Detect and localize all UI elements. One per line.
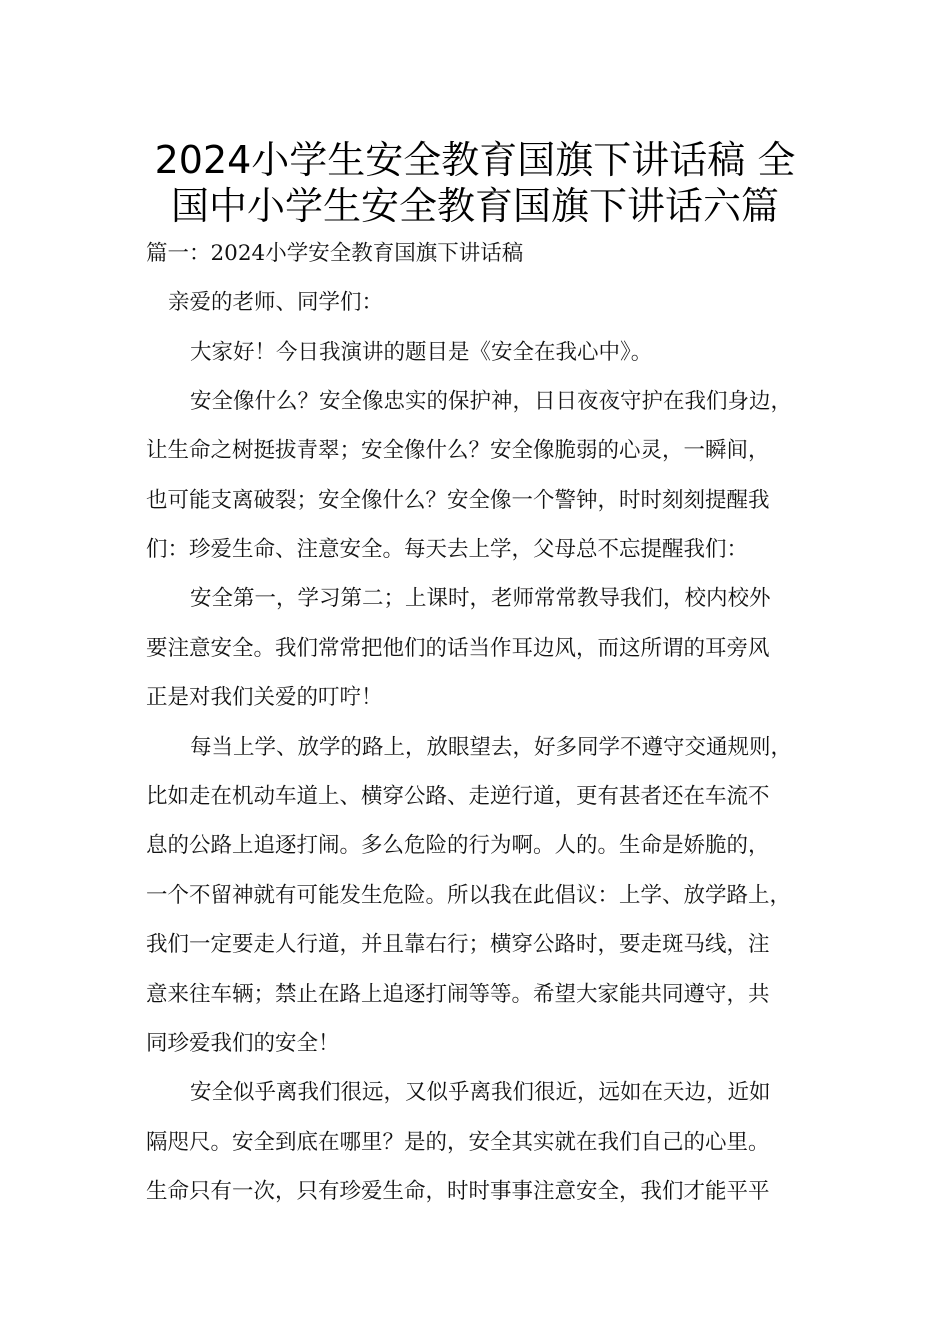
text-line: 要注意安全。我们常常把他们的话当作耳边风，而这所谓的耳旁风 [146, 636, 770, 661]
document-title-line-1: 2024小学生安全教育国旗下讲话稿 全 [154, 138, 796, 182]
text-line: 大家好！今日我演讲的题目是《安全在我心中》。 [190, 340, 653, 365]
document-title-line-2: 国中小学生安全教育国旗下讲话六篇 [170, 184, 779, 228]
text-line: 我们一定要走人行道，并且靠右行；横穿公路时，要走斑马线，注 [146, 932, 770, 957]
text-line: 正是对我们关爱的叮咛！ [146, 685, 383, 710]
text-line: 每当上学、放学的路上，放眼望去，好多同学不遵守交通规则， [190, 735, 793, 760]
salutation: 亲爱的老师、同学们： [168, 290, 384, 315]
text-line: 安全第一，学习第二；上课时，老师常常教导我们，校内校外 [190, 586, 771, 611]
text-line: 安全似乎离我们很远，又似乎离我们很近，远如在天边，近如 [190, 1080, 771, 1105]
text-line: 隔咫尺。安全到底在哪里？是的，安全其实就在我们自己的心里。 [146, 1130, 770, 1155]
text-line: 意来往车辆；禁止在路上追逐打闹等等。希望大家能共同遵守，共 [146, 982, 770, 1007]
text-line: 一个不留神就有可能发生危险。所以我在此倡议：上学、放学路上， [146, 883, 792, 908]
text-line: 息的公路上追逐打闹。多么危险的行为啊。人的。生命是娇脆的， [146, 833, 770, 858]
text-line: 们：珍爱生命、注意安全。每天去上学，父母总不忘提醒我们： [146, 537, 749, 562]
text-line: 同珍爱我们的安全！ [146, 1031, 340, 1056]
section-heading: 篇一：2024小学安全教育国旗下讲话稿 [146, 241, 524, 266]
text-line: 让生命之树挺拔青翠；安全像什么？安全像脆弱的心灵，一瞬间， [146, 438, 770, 463]
text-line: 比如走在机动车道上、横穿公路、走逆行道，更有甚者还在车流不 [146, 784, 770, 809]
text-line: 也可能支离破裂；安全像什么？安全像一个警钟，时时刻刻提醒我 [146, 488, 770, 513]
text-line: 生命只有一次，只有珍爱生命，时时事事注意安全，我们才能平平 [146, 1179, 770, 1204]
text-line: 安全像什么？安全像忠实的保护神，日日夜夜守护在我们身边， [190, 389, 793, 414]
